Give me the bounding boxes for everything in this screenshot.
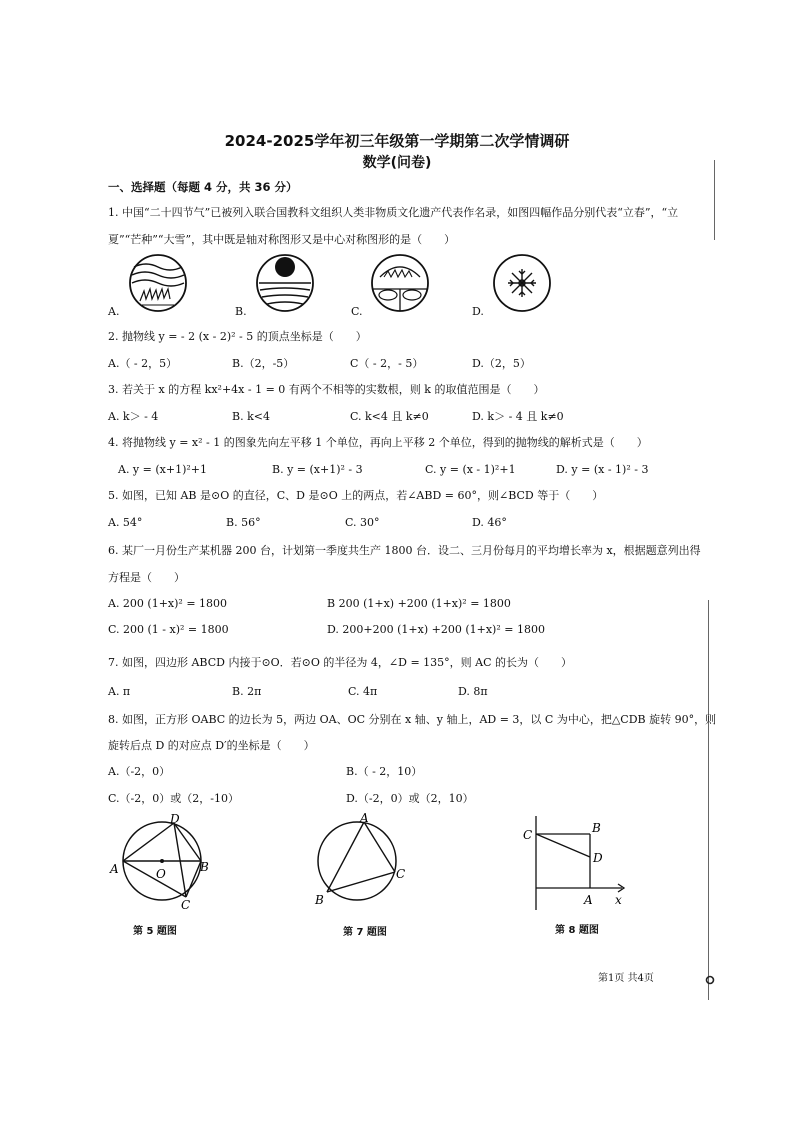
- q4-option-b: B. y = (x+1)² - 3: [272, 463, 363, 476]
- q2-option-b: B.（2，-5）: [232, 357, 295, 370]
- q6-option-d: D. 200+200 (1+x) +200 (1+x)² = 1800: [327, 623, 545, 636]
- q7-option-c: C. 4π: [348, 685, 378, 698]
- q6-option-c: C. 200 (1 - x)² = 1800: [108, 623, 229, 636]
- fig8-label-d: D: [593, 851, 603, 865]
- q5-option-c: C. 30°: [345, 516, 380, 529]
- q5-option-a: A. 54°: [108, 516, 143, 529]
- q3-option-b: B. k<4: [232, 410, 270, 423]
- fig5-label-b: B: [200, 860, 209, 874]
- q7-option-d: D. 8π: [458, 685, 488, 698]
- scan-edge-line: [708, 600, 709, 1000]
- q1-option-c-image: [370, 253, 430, 313]
- q6-stem-line1: 6. 某厂一月份生产某机器 200 台，计划第一季度共生产 1800 台．设二、三月份每月的平均增长率为 x，根据题意列出得: [108, 544, 701, 557]
- fig8-label-c: C: [523, 828, 533, 842]
- fig7-label-b: B: [315, 893, 324, 907]
- q1-option-b-image: [255, 253, 315, 313]
- scan-edge-line: [714, 160, 715, 240]
- q8-option-b: B.（ - 2，10）: [346, 765, 423, 778]
- figure-8-caption: 第 8 题图: [555, 925, 599, 936]
- q4-option-c: C. y = (x - 1)²+1: [425, 463, 516, 476]
- q3-option-c: C. k<4 且 k≠0: [350, 410, 429, 423]
- fig5-label-c: C: [181, 898, 191, 912]
- fig5-label-o: O: [156, 867, 166, 881]
- q1-option-b-label: B.: [235, 305, 247, 318]
- q4-option-d: D. y = (x - 1)² - 3: [556, 463, 649, 476]
- figure-7-diagram: [310, 812, 410, 912]
- q1-option-a-label: A.: [108, 305, 120, 318]
- q8-option-c: C.（-2，0）或（2，-10）: [108, 792, 239, 805]
- q2-stem: 2. 抛物线 y = - 2 (x - 2)² - 5 的顶点坐标是（ ）: [108, 330, 367, 343]
- q5-stem: 5. 如图，已知 AB 是⊙O 的直径，C、D 是⊙O 上的两点，若∠ABD = 60°，则∠BCD 等于（ ）: [108, 489, 604, 502]
- q2-option-d: D.（2，5）: [472, 357, 531, 370]
- page-subtitle: 数学(问卷): [362, 155, 432, 171]
- q8-stem-line1: 8. 如图，正方形 OABC 的边长为 5，两边 OA、OC 分别在 x 轴、y 轴上，AD = 3，以 C 为中心，把△CDB 旋转 90°，则: [108, 713, 717, 726]
- q1-option-d-label: D.: [472, 305, 484, 318]
- q4-stem: 4. 将抛物线 y = x² - 1 的图象先向左平移 1 个单位，再向上平移 2 个单位，得到的抛物线的解析式是（ ）: [108, 436, 648, 449]
- section-heading: 一、选择题（每题 4 分，共 36 分）: [108, 180, 298, 194]
- q1-stem-line1: 1. 中国“二十四节气”已被列入联合国教科文组织人类非物质文化遗产代表作名录，如图四幅作品分别代表“立春”，“立: [108, 206, 679, 219]
- q8-stem-line2: 旋转后点 D 的对应点 D′的坐标是（ ）: [108, 739, 315, 752]
- q7-stem: 7. 如图，四边形 ABCD 内接于⊙O．若⊙O 的半径为 4，∠D = 135°，则 AC 的长为（ ）: [108, 656, 573, 669]
- q2-option-a: A.（ - 2，5）: [108, 357, 178, 370]
- q6-option-a: A. 200 (1+x)² = 1800: [108, 597, 228, 610]
- q8-option-a: A.（-2，0）: [108, 765, 171, 778]
- figure-5-caption: 第 5 题图: [133, 926, 177, 937]
- fig8-label-b: B: [592, 821, 601, 835]
- q1-option-a-image: [128, 253, 188, 313]
- figure-7-caption: 第 7 题图: [343, 927, 387, 938]
- page-number: 第1页 共4页: [598, 973, 654, 984]
- page-title: 2024-2025学年初三年级第一学期第二次学情调研: [224, 132, 570, 150]
- q4-option-a: A. y = (x+1)²+1: [118, 463, 207, 476]
- fig8-label-x: x: [615, 893, 622, 907]
- fig5-label-a: A: [110, 862, 119, 876]
- q7-option-b: B. 2π: [232, 685, 262, 698]
- q3-stem: 3. 若关于 x 的方程 kx²+4x - 1 = 0 有两个不相等的实数根，则 k 的取值范围是（ ）: [108, 383, 545, 396]
- fig7-label-c: C: [396, 867, 406, 881]
- fig5-label-d: D: [170, 812, 180, 826]
- q6-stem-line2: 方程是（ ）: [108, 571, 185, 584]
- fig8-label-a: A: [584, 893, 593, 907]
- q8-option-d: D.（-2，0）或（2，10）: [346, 792, 474, 805]
- q6-option-b: B 200 (1+x) +200 (1+x)² = 1800: [327, 597, 511, 610]
- q1-option-c-label: C.: [351, 305, 363, 318]
- figure-5-diagram: [108, 810, 220, 910]
- q1-option-d-image: [492, 253, 552, 313]
- fig7-label-a: A: [360, 811, 369, 825]
- q3-option-a: A. k＞ - 4: [108, 410, 159, 423]
- q1-stem-line2: 夏”“芒种”“大雪”，其中既是轴对称图形又是中心对称图形的是（ ）: [108, 233, 456, 246]
- binding-hole-icon: [704, 974, 716, 986]
- figure-8-diagram: [518, 812, 638, 912]
- q2-option-c: C（ - 2，- 5）: [350, 357, 424, 370]
- q7-option-a: A. π: [108, 685, 131, 698]
- q5-option-b: B. 56°: [226, 516, 261, 529]
- q3-option-d: D. k＞ - 4 且 k≠0: [472, 410, 564, 423]
- q5-option-d: D. 46°: [472, 516, 507, 529]
